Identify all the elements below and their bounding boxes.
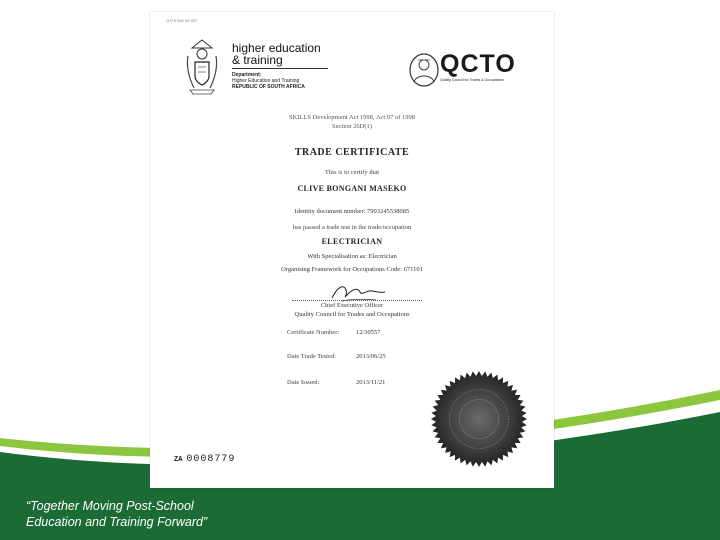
qcto-subtitle: Quality Council for Trades & Occupations xyxy=(440,78,505,82)
trade-certificate xyxy=(150,12,554,488)
signer-organisation: Quality Council for Trades and Occupations xyxy=(294,311,410,318)
dhet-department xyxy=(232,72,342,90)
date-issued-value: 2013/11/21 xyxy=(356,379,386,386)
date-tested-value: 2013/06/25 xyxy=(356,353,386,360)
certificate-number-value: 12/30557 xyxy=(356,329,381,336)
coat-of-arms-icon xyxy=(184,38,220,96)
qcto-emblem-icon xyxy=(408,52,440,88)
dhet-sub-line-3: REPUBLIC OF SOUTH AFRICA xyxy=(232,84,305,90)
certify-text: This is to certify that xyxy=(324,169,380,176)
slogan-text xyxy=(26,498,326,530)
id-number-line: Identity document number: 7903245538085 xyxy=(294,208,410,215)
serial-number xyxy=(174,454,235,465)
date-tested-label: Date Trade Tested: xyxy=(287,353,336,360)
dhet-title-line-1: higher education xyxy=(232,41,321,55)
date-issued-label: Date Issued: xyxy=(287,379,320,386)
qcto-logo-text: QCTO xyxy=(440,50,516,78)
serial-prefix: ZA xyxy=(174,456,183,464)
certificate-number-label: Certificate Number: xyxy=(287,329,340,336)
dhet-divider xyxy=(232,68,328,69)
dhet-sub-line-1: Department: xyxy=(232,72,262,78)
dhet-sub-line-2: Higher Education and Training xyxy=(232,78,300,84)
dhet-title-line-2: & training xyxy=(232,53,283,67)
holder-name: CLIVE BONGANI MASEKO xyxy=(297,184,407,193)
signer-title: Chief Executive Officer xyxy=(320,302,384,309)
trade-name: ELECTRICIAN xyxy=(321,237,383,246)
serial-digits: 0008779 xyxy=(186,454,236,465)
act-line-1: SKILLS Development Act 1998, Act 97 of 1998 xyxy=(288,114,415,121)
slogan-line-1: “Together Moving Post-School xyxy=(26,499,194,513)
embossed-seal-icon xyxy=(430,370,528,468)
dhet-title xyxy=(232,42,321,66)
passed-statement: has passed a trade test in the trade/occupation xyxy=(292,224,412,231)
ofo-code-line: Organising Framework for Occupations Code: 671101 xyxy=(281,266,423,273)
certificate-reference: Q.P.S 001 00 057 xyxy=(166,18,198,23)
signer-block xyxy=(150,301,554,319)
certificate-title: TRADE CERTIFICATE xyxy=(294,147,410,158)
specialisation-line: With Specialisation as: Electrician xyxy=(307,253,397,260)
act-reference xyxy=(150,113,554,131)
slogan-line-2: Education and Training Forward” xyxy=(26,515,208,529)
act-line-2: Section 26D(1) xyxy=(332,123,372,130)
